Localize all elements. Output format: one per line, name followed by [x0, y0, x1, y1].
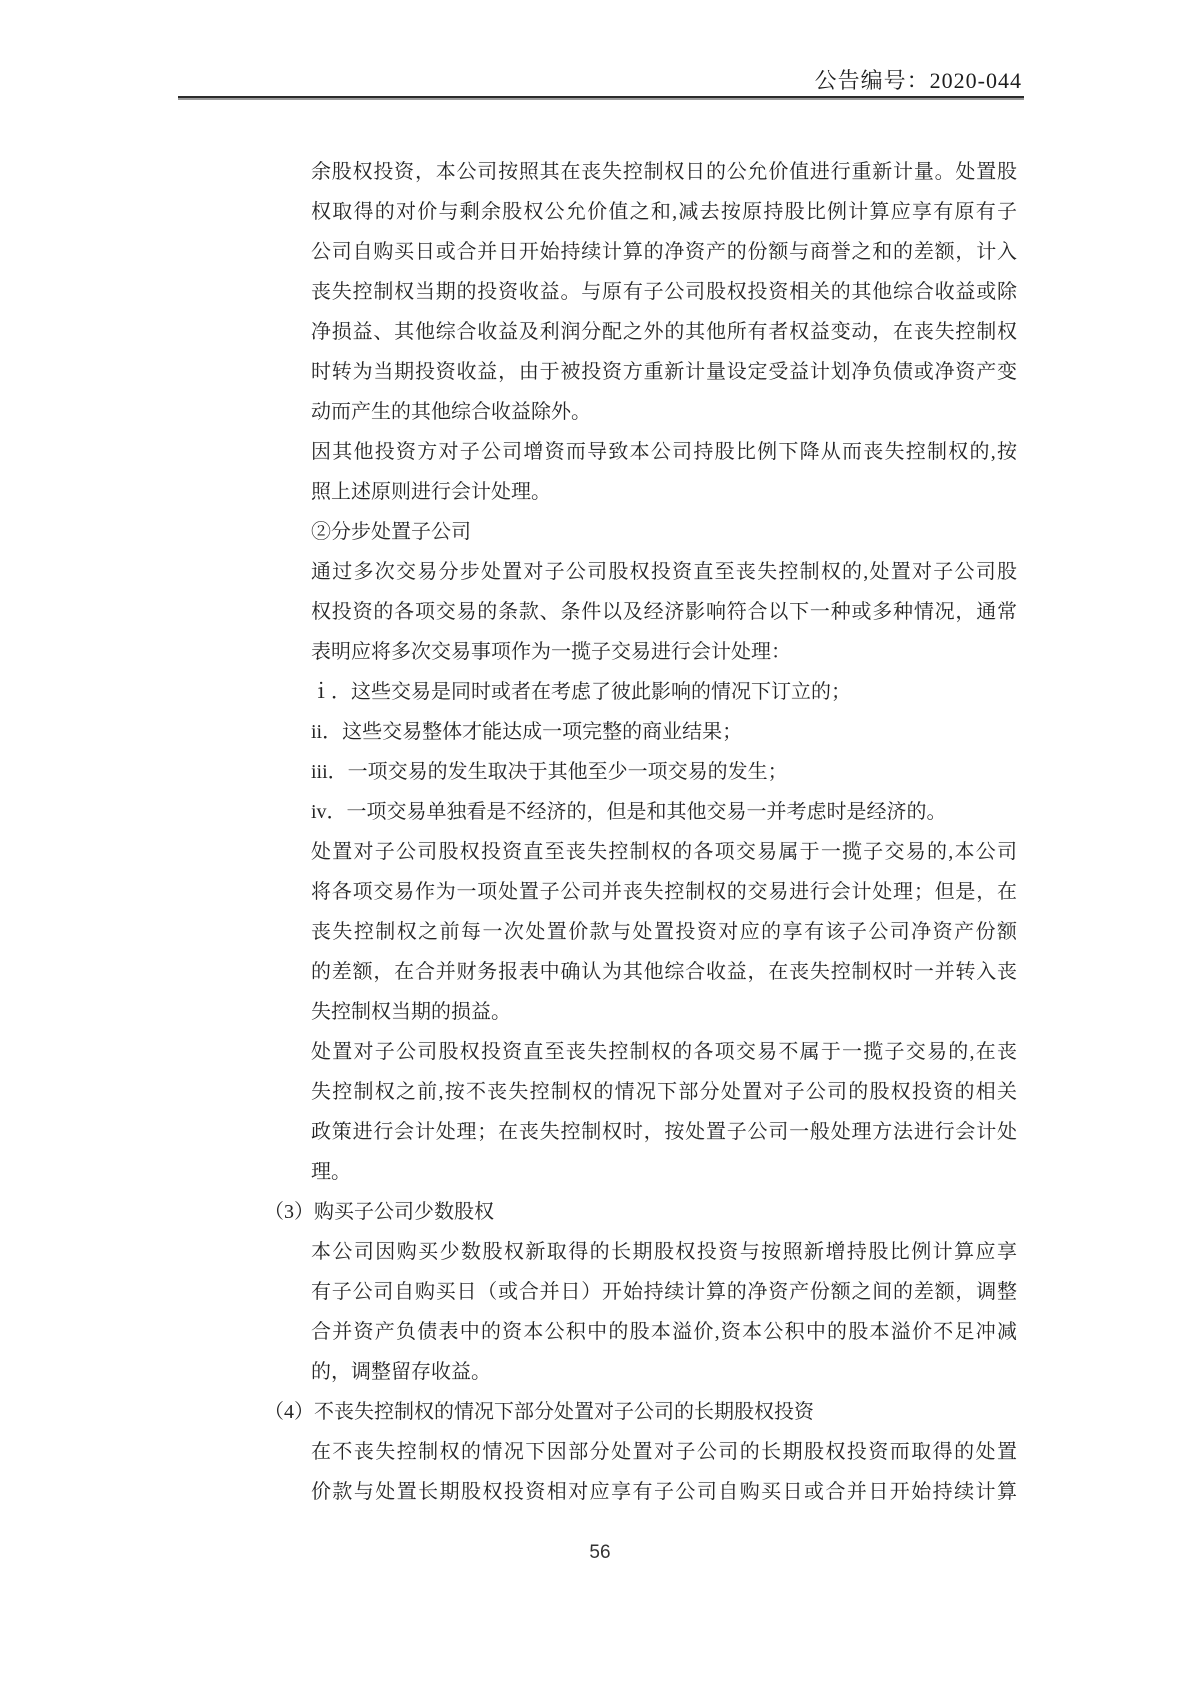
text-line: 公司自购买日或合并日开始持续计算的净资产的份额与商誉之和的差额，计入 — [311, 241, 1017, 263]
text-line: 丧失控制权之前每一次处置价款与处置投资对应的享有该子公司净资产份额 — [311, 921, 1017, 943]
text-line: 处置对子公司股权投资直至丧失控制权的各项交易属于一揽子交易的,本公司 — [311, 841, 1017, 863]
text-line: 动而产生的其他综合收益除外。 — [311, 401, 591, 423]
text-line: 本公司因购买少数股权新取得的长期股权投资与按照新增持股比例计算应享 — [311, 1241, 1017, 1263]
text-line: 丧失控制权当期的投资收益。与原有子公司股权投资相关的其他综合收益或除 — [311, 281, 1017, 303]
doc-number: 公告编号：2020-044 — [814, 68, 1022, 93]
text-line: 净损益、其他综合收益及利润分配之外的其他所有者权益变动，在丧失控制权 — [311, 321, 1017, 343]
page-number: 56 — [589, 1542, 611, 1563]
body-text — [0, 152, 1200, 1512]
text-line: 权投资的各项交易的条款、条件以及经济影响符合以下一种或多种情况，通常 — [311, 601, 1017, 623]
text-line: 因其他投资方对子公司增资而导致本公司持股比例下降从而丧失控制权的,按 — [311, 441, 1017, 463]
subsection-heading: ②分步处置子公司 — [311, 521, 471, 543]
text-line: 失控制权当期的损益。 — [311, 1001, 511, 1023]
section-heading: （4）不丧失控制权的情况下部分处置对子公司的长期股权投资 — [264, 1401, 814, 1423]
text-line: 处置对子公司股权投资直至丧失控制权的各项交易不属于一揽子交易的,在丧 — [311, 1041, 1017, 1063]
list-item: iv．一项交易单独看是不经济的，但是和其他交易一并考虑时是经济的。 — [311, 801, 947, 823]
section-heading: （3）购买子公司少数股权 — [264, 1201, 494, 1223]
text-line: 价款与处置长期股权投资相对应享有子公司自购买日或合并日开始持续计算 — [311, 1481, 1017, 1503]
text-line: 将各项交易作为一项处置子公司并丧失控制权的交易进行会计处理；但是，在 — [311, 881, 1017, 903]
text-line: 在不丧失控制权的情况下因部分处置对子公司的长期股权投资而取得的处置 — [311, 1441, 1017, 1463]
text-line: 表明应将多次交易事项作为一揽子交易进行会计处理： — [311, 641, 791, 663]
text-line: 余股权投资，本公司按照其在丧失控制权日的公允价值进行重新计量。处置股 — [311, 161, 1017, 183]
text-line: 通过多次交易分步处置对子公司股权投资直至丧失控制权的,处置对子公司股 — [311, 561, 1017, 583]
text-line: 权取得的对价与剩余股权公允价值之和,减去按原持股比例计算应享有原有子 — [311, 201, 1017, 223]
text-line: 政策进行会计处理；在丧失控制权时，按处置子公司一般处理方法进行会计处 — [311, 1121, 1017, 1143]
list-item: ii．这些交易整体才能达成一项完整的商业结果； — [311, 721, 743, 743]
list-item: iii．一项交易的发生取决于其他至少一项交易的发生； — [311, 761, 788, 783]
text-line: 时转为当期投资收益，由于被投资方重新计量设定受益计划净负债或净资产变 — [311, 361, 1017, 383]
text-line: 的差额，在合并财务报表中确认为其他综合收益，在丧失控制权时一并转入丧 — [311, 961, 1017, 983]
text-line: 失控制权之前,按不丧失控制权的情况下部分处置对子公司的股权投资的相关 — [311, 1081, 1017, 1103]
text-line: 照上述原则进行会计处理。 — [311, 481, 551, 503]
header-rule — [178, 96, 1024, 98]
list-item: ｉ．这些交易是同时或者在考虑了彼此影响的情况下订立的； — [311, 681, 851, 703]
text-line: 有子公司自购买日（或合并日）开始持续计算的净资产份额之间的差额，调整 — [311, 1281, 1017, 1303]
text-line: 理。 — [311, 1161, 351, 1183]
text-line: 合并资产负债表中的资本公积中的股本溢价,资本公积中的股本溢价不足冲减 — [311, 1321, 1017, 1343]
text-line: 的，调整留存收益。 — [311, 1361, 491, 1383]
